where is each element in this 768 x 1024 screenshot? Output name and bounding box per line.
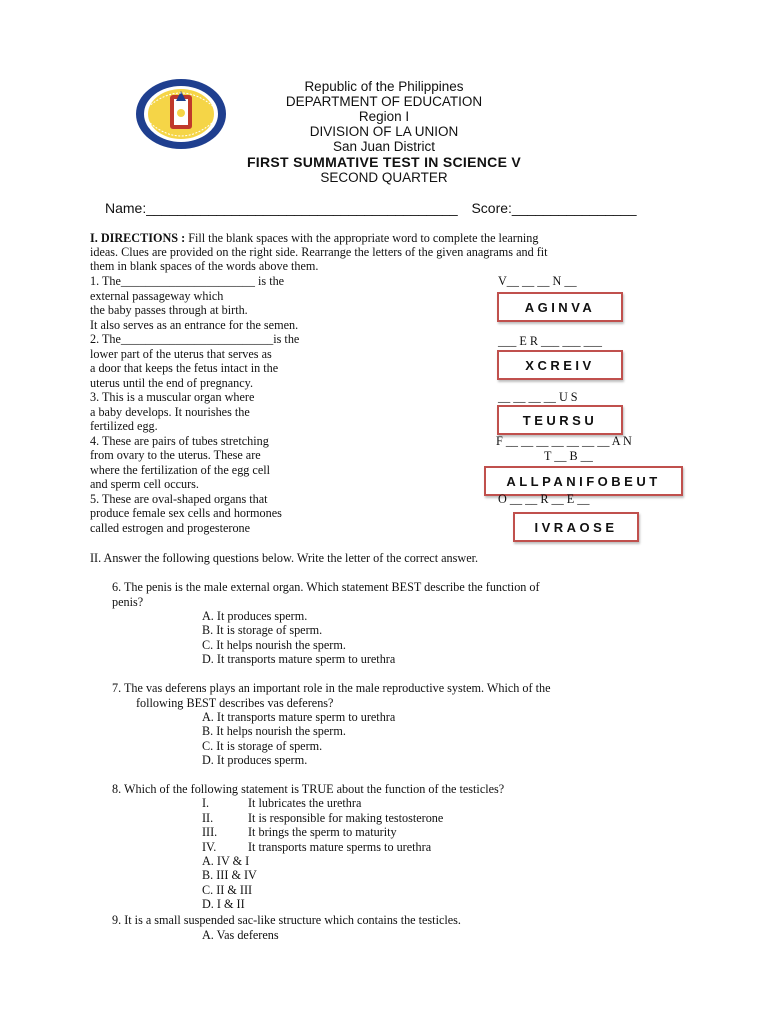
q8-roman-1-num: I. [202,796,210,810]
directions-line-1: I. DIRECTIONS : Fill the blank spaces with the appropriate word to complete the learning [90,231,539,245]
anagram-box-1: AGINVA [497,292,623,322]
item-4-line-2: from ovary to the uterus. These are [90,448,261,462]
anagram-box-4: ALLPANIFOBEUT [484,466,683,496]
q8-option-c: C. II & III [202,883,253,897]
name-field[interactable]: Name:________________________________________ [105,200,458,216]
q6-line-2: penis? [112,595,144,609]
q9-line-1: 9. It is a small suspended sac-like structure which contains the testicles. [112,913,461,927]
q8-roman-1-text: It lubricates the urethra [248,796,362,810]
anagram-box-2: XCREIV [497,350,623,380]
q9-option-a: A. Vas deferens [202,928,279,942]
q8-option-b: B. III & IV [202,868,257,882]
item-4-pattern: F __ __ __ __ __ __ __ A N [496,434,632,448]
item-2-line-4: uterus until the end of pregnancy. [90,376,254,390]
page-subtitle: SECOND QUARTER [320,170,448,185]
item-4-line-1: 4. These are pairs of tubes stretching [90,434,269,448]
item-3-line-1: 3. This is a muscular organ where [90,390,255,404]
q8-roman-3-text: It brings the sperm to maturity [248,825,397,839]
q8-line-1: 8. Which of the following statement is TRUE about the function of the testicles? [112,782,505,796]
directions-line-3: them in blank spaces of the words above them. [90,259,319,273]
score-field[interactable]: Score:________________ [471,200,637,216]
directions-line-2: ideas. Clues are provided on the right side. Rearrange the letters of the given anagrams and fit [90,245,548,259]
q7-option-c: C. It is storage of sperm. [202,739,323,753]
item-1-line-4: It also serves as an entrance for the semen. [90,318,299,332]
item-4-pattern-2: T __ B __ [544,449,593,463]
q6-line-1: 6. The penis is the male external organ. Which statement BEST describe the function of [112,580,540,594]
item-5-line-1: 5. These are oval-shaped organs that [90,492,268,506]
anagram-box-5: IVRAOSE [513,512,639,542]
q7-line-1: 7. The vas deferens plays an important role in the male reproductive system. Which of the [112,681,551,695]
directions-heading: I. DIRECTIONS : [90,231,186,245]
q8-roman-2-text: It is responsible for making testosterone [248,811,444,825]
part2-heading: II. Answer the following questions below. Write the letter of the correct answer. [90,551,479,565]
q8-roman-3-num: III. [202,825,218,839]
header-department: DEPARTMENT OF EDUCATION [285,94,483,109]
item-5-pattern: O __ __ R __ E __ [498,492,590,506]
item-1-pattern: V__ __ __ N __ [498,274,577,288]
item-2-line-2: lower part of the uterus that serves as [90,347,272,361]
header-district: San Juan District [332,139,436,154]
item-4-line-3: where the fertilization of the egg cell [90,463,271,477]
q6-option-b: B. It is storage of sperm. [202,623,323,637]
q8-roman-4-text: It transports mature sperms to urethra [248,840,432,854]
item-5-line-3: called estrogen and progesterone [90,521,251,535]
q6-option-c: C. It helps nourish the sperm. [202,638,346,652]
item-2-line-1: 2. The_________________________is the [90,332,300,346]
item-5-line-2: produce female sex cells and hormones [90,506,282,520]
q7-option-d: D. It produces sperm. [202,753,308,767]
header-region: Region I [358,109,410,124]
item-4-line-4: and sperm cell occurs. [90,477,199,491]
q7-option-b: B. It helps nourish the sperm. [202,724,346,738]
q7-option-a: A. It transports mature sperm to urethra [202,710,396,724]
item-1-line-3: the baby passes through at birth. [90,303,248,317]
item-1-line-1: 1. The______________________ is the [90,274,285,288]
item-2-line-3: a door that keeps the fetus intact in the [90,361,279,375]
q8-option-a: A. IV & I [202,854,250,868]
q6-option-d: D. It transports mature sperm to urethra [202,652,396,666]
q6-option-a: A. It produces sperm. [202,609,308,623]
q8-roman-2-num: II. [202,811,214,825]
item-3-line-3: fertilized egg. [90,419,158,433]
q8-option-d: D. I & II [202,897,245,911]
q8-roman-4-num: IV. [202,840,217,854]
item-3-pattern: __ __ __ __ U S [498,390,578,404]
page-title: FIRST SUMMATIVE TEST IN SCIENCE V [246,154,522,170]
header-division: DIVISION OF LA UNION [309,124,459,139]
item-1-line-2: external passageway which [90,289,224,303]
name-score-line [105,200,637,216]
header-republic: Republic of the Philippines [304,79,464,94]
anagram-box-3: TEURSU [497,405,623,435]
item-3-line-2: a baby develops. It nourishes the [90,405,250,419]
q7-line-2: following BEST describes vas deferens? [136,696,334,710]
item-2-pattern: ___ E R ___ ___ ___ [498,334,602,348]
